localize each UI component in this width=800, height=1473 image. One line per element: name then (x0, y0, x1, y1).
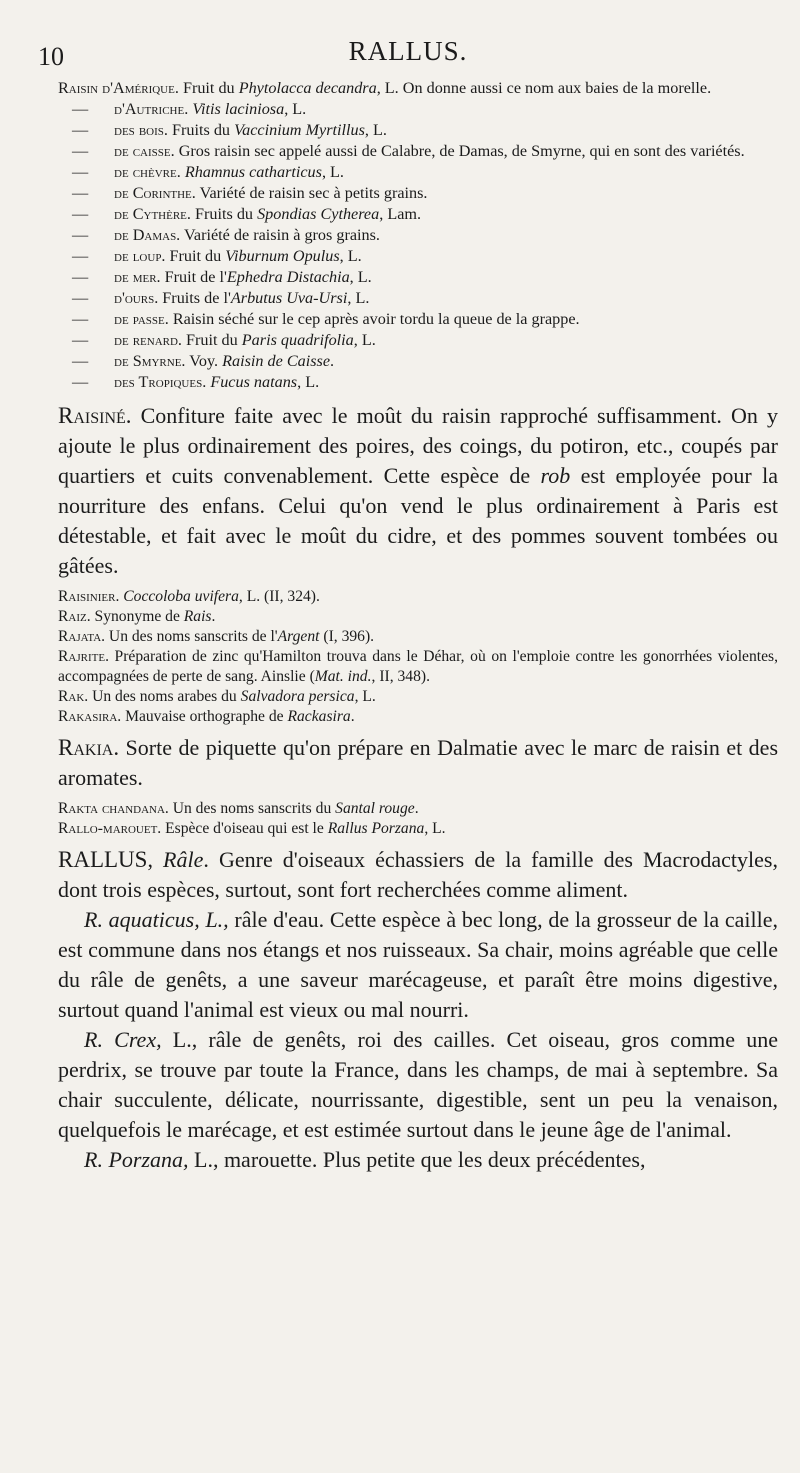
entry-head: Rakia. (58, 735, 120, 760)
entry-raisin-corinthe: — de Corinthe. Variété de raisin sec à petits grains. (58, 183, 778, 204)
entry-head: Raisin d'Amérique. (58, 79, 179, 97)
entry-raisin-tropiques: — des Tropiques. Fucus natans, L. (58, 372, 778, 393)
running-title: RALLUS. (348, 36, 468, 66)
dash-marker: — (72, 226, 89, 244)
entry-raisin-caisse: — de caisse. Gros raisin sec appelé aussi de Calabre, de Damas, de Smyrne, qui en sont des variétés. (58, 141, 778, 162)
entry-raisin-damas: — de Damas. Variété de raisin à gros grains. (58, 225, 778, 246)
entry-head: Raisiné. (58, 403, 132, 428)
entry-rakta-chandana: Rakta chandana. Un des noms sanscrits du Santal rouge. (58, 800, 419, 817)
entry-raisin-cythere: — de Cythère. Fruits du Spondias Cytherea, Lam. (58, 204, 778, 225)
dash-marker: — (72, 100, 89, 118)
entry-raisinier: Raisinier. Coccoloba uvifera, L. (II, 324). (58, 588, 320, 605)
entry-rakasira: Rakasira. Mauvaise orthographe de Rackasira. (58, 708, 355, 725)
dash-marker: — (72, 373, 89, 391)
entry-raisin-bois: — des bois. Fruits du Vaccinium Myrtillus, L. (58, 120, 778, 141)
entry-rallo-marouet: Rallo-marouet. Espèce d'oiseau qui est le Rallus Porzana, L. (58, 820, 446, 837)
entry-raiz: Raiz. Synonyme de Rais. (58, 608, 216, 625)
dash-marker: — (72, 142, 89, 160)
entry-raisin-renard: — de renard. Fruit du Paris quadrifolia, L. (58, 330, 778, 351)
species-porzana: R. Porzana, L., marouette. Plus petite que les deux précédentes, (84, 1147, 646, 1172)
entry-raisin-amerique: Raisin d'Amérique. Fruit du Phytolacca decandra, L. On donne aussi ce nom aux baies de la morelle. (58, 79, 712, 97)
entry-raisin-autriche: — d'Autriche. Vitis laciniosa, L. (58, 99, 778, 120)
entry-rakia: Rakia. Sorte de piquette qu'on prépare en Dalmatie avec le marc de raisin et des aromates. (58, 735, 778, 790)
dash-marker: — (72, 331, 89, 349)
text-column (58, 78, 778, 1175)
entry-raisin-ours: — d'ours. Fruits de l'Arbutus Uva-Ursi, L. (58, 288, 778, 309)
entry-raisine: Raisiné. Confiture faite avec le moût du raisin rapproché suffisamment. On y ajoute le plus ordinairement des poires, des coings, du potiron, etc., coupés par quartiers et cuits convenablement. Cette espèce de rob est employée pour la nourriture des enfans. Celui qu'on vend le plus ordinairement à Paris est détestable, et fait avec le moût du cidre, et des pommes souvent tombées ou gâtées. (58, 403, 778, 578)
entry-raisin-loup: — de loup. Fruit du Viburnum Opulus, L. (58, 246, 778, 267)
entry-raisin-passe: — de passe. Raisin séché sur le cep après avoir tordu la queue de la grappe. (58, 309, 778, 330)
species-aquaticus: R. aquaticus, L., râle d'eau. Cette espèce à bec long, de la grosseur de la caille, est commune dans nos étangs et nos ruisseaux. Sa chair, moins agréable que celle du râle de genêts, a une saveur marécageuse, et paraît être moins digestive, surtout quand l'animal est vieux ou mal nourri. (58, 907, 778, 1022)
page-number: 10 (38, 42, 64, 71)
entry-raisin-smyrne: — de Smyrne. Voy. Raisin de Caisse. (58, 351, 778, 372)
dash-marker: — (72, 352, 89, 370)
dash-marker: — (72, 268, 89, 286)
entry-raisin-mer: — de mer. Fruit de l'Ephedra Distachia, L. (58, 267, 778, 288)
entry-rajata: Rajata. Un des noms sanscrits de l'Argent (I, 396). (58, 628, 375, 645)
dash-marker: — (72, 310, 89, 328)
entry-rak: Rak. Un des noms arabes du Salvadora persica, L. (58, 688, 376, 705)
dash-marker: — (72, 163, 89, 181)
page-header (38, 36, 778, 76)
entry-head: RALLUS (58, 847, 148, 872)
dash-marker: — (72, 247, 89, 265)
entry-rallus: RALLUS, Râle. Genre d'oiseaux échassiers de la famille des Macrodactyles, dont trois espèces, surtout, sont fort recherchées comme aliment. (58, 847, 778, 902)
entry-raisin-chevre: — de chèvre. Rhamnus catharticus, L. (58, 162, 778, 183)
dash-marker: — (72, 289, 89, 307)
dash-marker: — (72, 184, 89, 202)
dash-marker: — (72, 205, 89, 223)
entry-rajrite: Rajrite. Préparation de zinc qu'Hamilton trouva dans le Déhar, où on l'emploie contre les gonorrhées violentes, accompagnées de perte de sang. Ainslie (Mat. ind., II, 348). (58, 648, 778, 685)
dash-marker: — (72, 121, 89, 139)
species-crex: R. Crex, L., râle de genêts, roi des cailles. Cet oiseau, gros comme une perdrix, se trouve par toute la France, dans les champs, de mai à septembre. Sa chair succulente, délicate, nourrissante, digestible, sent un peu la venaison, quelquefois le marécage, et est estimée surtout dans le jeune âge de l'animal. (58, 1027, 778, 1142)
